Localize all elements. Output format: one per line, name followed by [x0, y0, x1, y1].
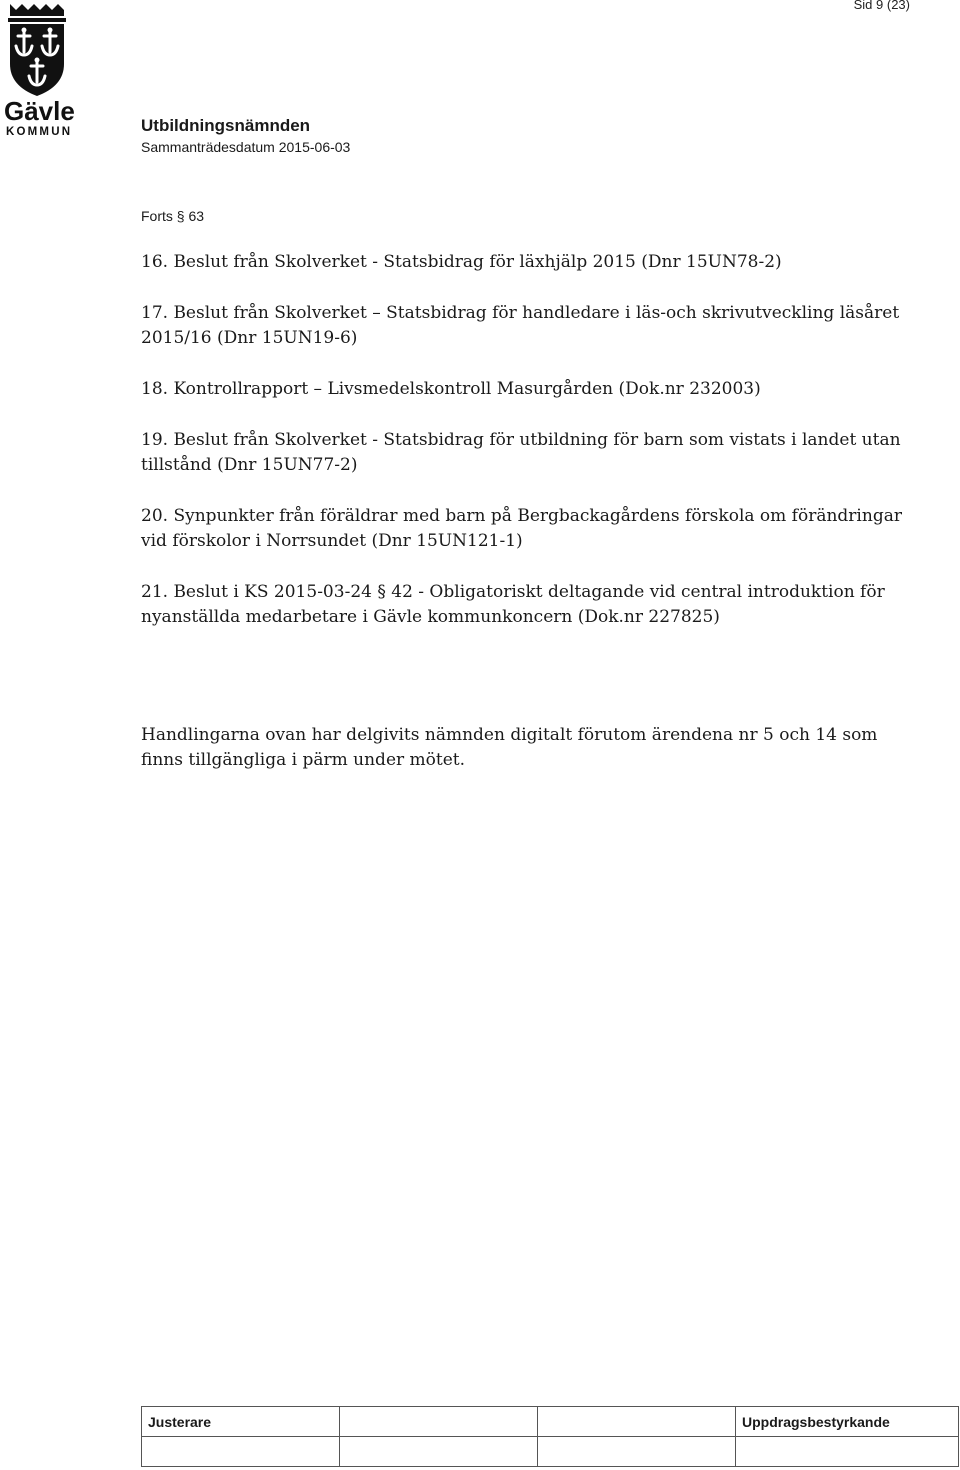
gavle-kommun-logo — [4, 2, 76, 136]
agenda-item-18: 18. Kontrollrapport – Livsmedelskontroll Masurgården (Dok.nr 232003) — [141, 379, 761, 399]
uppdragsbestyrkande-label: Uppdragsbestyrkande — [736, 1407, 959, 1437]
page-number: Sid 9 (23) — [853, 0, 910, 12]
justerare-cell-3 — [538, 1407, 736, 1437]
section-continuation: Forts § 63 — [141, 208, 205, 224]
agenda-item-21: 21. Beslut i KS 2015-03-24 § 42 - Obligatoriskt deltagande vid central introduktion för nyanställda medarbetare i Gävle kommunkoncern (Dok.nr 227825) — [141, 582, 885, 627]
committee-title: Utbildningsnämnden — [141, 116, 311, 135]
signature-cell-2 — [340, 1437, 538, 1467]
meeting-date: Sammanträdesdatum 2015-06-03 — [141, 139, 351, 155]
coat-of-arms-icon — [4, 2, 70, 98]
justerare-label: Justerare — [142, 1407, 340, 1437]
agenda-list — [141, 250, 911, 656]
logo-subtitle: KOMMUN — [6, 126, 73, 138]
agenda-item-17: 17. Beslut från Skolverket – Statsbidrag för handledare i läs-och skrivutveckling läsåret 2015/16 (Dnr 15UN19-6) — [141, 303, 900, 348]
closing-note: Handlingarna ovan har delgivits nämnden digitalt förutom ärendena nr 5 och 14 som finns tillgängliga i pärm under mötet. — [141, 725, 878, 770]
logo-name: Gävle — [4, 96, 75, 126]
agenda-item-19: 19. Beslut från Skolverket - Statsbidrag för utbildning för barn som vistats i landet utan tillstånd (Dnr 15UN77-2) — [141, 430, 901, 475]
signature-table — [141, 1406, 959, 1467]
agenda-item-16: 16. Beslut från Skolverket - Statsbidrag för läxhjälp 2015 (Dnr 15UN78-2) — [141, 252, 782, 272]
signature-cell-1 — [142, 1437, 340, 1467]
justerare-cell-2 — [340, 1407, 538, 1437]
signature-cell-4 — [736, 1437, 959, 1467]
agenda-item-20: 20. Synpunkter från föräldrar med barn på Bergbackagårdens förskola om förändringar vid förskolor i Norrsundet (Dnr 15UN121-1) — [141, 506, 902, 551]
signature-cell-3 — [538, 1437, 736, 1467]
